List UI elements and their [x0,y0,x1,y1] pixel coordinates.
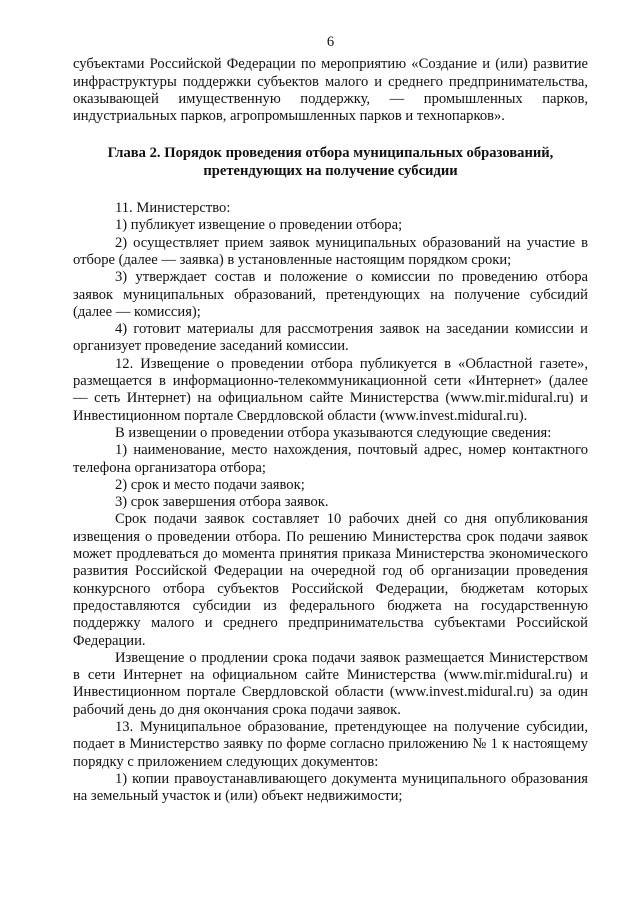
chapter-heading-line-2: претендующих на получение субсидии [203,162,458,179]
paragraph-12-notice-intro: В извещении о проведении отбора указываются следующие сведения: [115,424,552,441]
paragraph-11-item-3: 3) утверждает состав и положение о комиссии по проведению отбора заявок муниципальных образований, претендующих на получение субсидий (далее — комиссия); [73,269,588,320]
paragraph-12: 12. Извещение о проведении отбора публикуется в «Областной газете», размещается в информационно-телекоммуникационной сети «Интернет» (далее — сеть Интернет) на официальном сайте Министерства (www.mir.midural.ru) и Инвестиционном портале Свердловской области (www.invest.midural.ru). [73,355,588,424]
paragraph-12-item-3: 3) срок завершения отбора заявок. [115,494,329,511]
paragraph-11-item-4: 4) готовит материалы для рассмотрения заявок на заседании комиссии и организует проведение заседаний комиссии. [73,321,588,355]
chapter-heading [73,145,588,180]
paragraph-13: 13. Муниципальное образование, претендующее на получение субсидии, подает в Министерство заявку по форме согласно приложению № 1 к настоящему порядку с приложением следующих документов: [73,718,588,770]
paragraph-12-extension: Извещение о продлении срока подачи заявок размещается Министерством в сети Интернет на официальном сайте Министерства (www.mir.midural.ru) и Инвестиционном портале Свердловской области (www.invest.midural.ru) за один рабочий день до дня окончания срока подачи заявок. [73,649,588,718]
paragraph-12-item-2: 2) срок и место подачи заявок; [115,476,305,493]
page-number: 6 [326,34,335,50]
paragraph-12-deadline: Срок подачи заявок составляет 10 рабочих дней со дня опубликования извещения о проведении отбора. По решению Министерства срок подачи заявок может продлеваться до момента принятия приказа Министерства экономического развития Российской Федерации на очередной год об организации проведения конкурсного отбора субъектов Российской Федерации, бюджетам которых предоставляются субсидии из федерального бюджета на государственную поддержку малого и среднего предпринимательства субъектами Российской Федерации. [73,511,588,649]
paragraph-11-item-2: 2) осуществляет прием заявок муниципальных образований на участие в отборе (далее — заявка) в установленные настоящим порядком сроки; [73,234,588,268]
chapter-heading-line-1: Глава 2. Порядок проведения отбора муниципальных образований, [107,145,554,162]
intro-paragraph: субъектами Российской Федерации по мероприятию «Создание и (или) развитие инфраструктуры поддержки субъектов малого и среднего предпринимательства, оказывающей имущественную поддержку, — промышленных парков, индустриальных парков, агропромышленных парков и технопарков». [73,56,588,125]
paragraph-11-item-1: 1) публикует извещение о проведении отбора; [115,217,403,234]
paragraph-12-item-1: 1) наименование, место нахождения, почтовый адрес, номер контактного телефона организатора отбора; [73,442,588,476]
paragraph-13-item-1: 1) копии правоустанавливающего документа муниципального образования на земельный участок и (или) объект недвижимости; [73,770,588,805]
paragraph-11: 11. Министерство: [115,200,231,217]
